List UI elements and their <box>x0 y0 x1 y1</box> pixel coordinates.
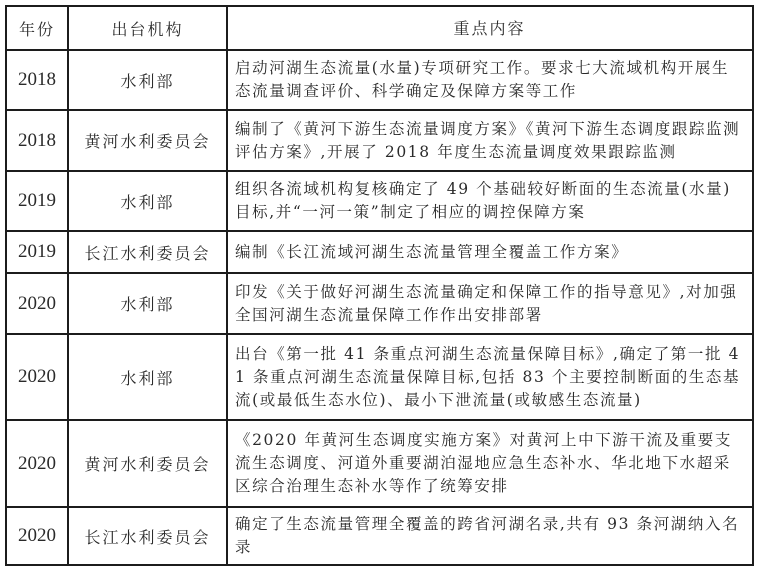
cell-year: 2020 <box>6 334 68 420</box>
cell-org: 水利部 <box>68 50 227 110</box>
table-body <box>6 50 753 565</box>
cell-year: 2018 <box>6 50 68 110</box>
cell-org: 长江水利委员会 <box>68 507 227 565</box>
cell-year: 2019 <box>6 171 68 231</box>
table-row <box>6 50 753 110</box>
cell-org: 水利部 <box>68 273 227 334</box>
cell-year: 2020 <box>6 420 68 507</box>
cell-year: 2019 <box>6 231 68 273</box>
cell-year: 2018 <box>6 110 68 171</box>
table-row <box>6 231 753 273</box>
cell-content: 组织各流域机构复核确定了 49 个基础较好断面的生态流量(水量)目标,并“一河一策”制定了相应的调控保障方案 <box>227 171 753 231</box>
cell-org: 水利部 <box>68 334 227 420</box>
cell-content: 印发《关于做好河湖生态流量确定和保障工作的指导意见》,对加强全国河湖生态流量保障工作作出安排部署 <box>227 273 753 334</box>
table-row <box>6 110 753 171</box>
cell-org: 黄河水利委员会 <box>68 420 227 507</box>
cell-org: 长江水利委员会 <box>68 231 227 273</box>
table-row <box>6 334 753 420</box>
cell-content: 出台《第一批 41 条重点河湖生态流量保障目标》,确定了第一批 41 条重点河湖生态流量保障目标,包括 83 个主要控制断面的生态基流(或最低生态水位)、最小下泄流量(或敏感生态流量) <box>227 334 753 420</box>
cell-content: 确定了生态流量管理全覆盖的跨省河湖名录,共有 93 条河湖纳入名录 <box>227 507 753 565</box>
header-content: 重点内容 <box>227 6 753 50</box>
cell-year: 2020 <box>6 273 68 334</box>
cell-year: 2020 <box>6 507 68 565</box>
cell-org: 黄河水利委员会 <box>68 110 227 171</box>
table-row <box>6 273 753 334</box>
cell-org: 水利部 <box>68 171 227 231</box>
cell-content: 启动河湖生态流量(水量)专项研究工作。要求七大流域机构开展生态流量调查评价、科学确定及保障方案等工作 <box>227 50 753 110</box>
cell-content: 《2020 年黄河生态调度实施方案》对黄河上中下游干流及重要支流生态调度、河道外重要湖泊湿地应急生态补水、华北地下水超采区综合治理生态补水等作了统筹安排 <box>227 420 753 507</box>
table-row <box>6 420 753 507</box>
cell-content: 编制《长江流域河湖生态流量管理全覆盖工作方案》 <box>227 231 753 273</box>
table-row <box>6 171 753 231</box>
table-row <box>6 507 753 565</box>
header-org: 出台机构 <box>68 6 227 50</box>
table-header-row <box>6 6 753 50</box>
cell-content: 编制了《黄河下游生态流量调度方案》《黄河下游生态调度跟踪监测评估方案》,开展了 2018 年度生态流量调度效果跟踪监测 <box>227 110 753 171</box>
policy-table <box>5 5 754 566</box>
header-year: 年份 <box>6 6 68 50</box>
